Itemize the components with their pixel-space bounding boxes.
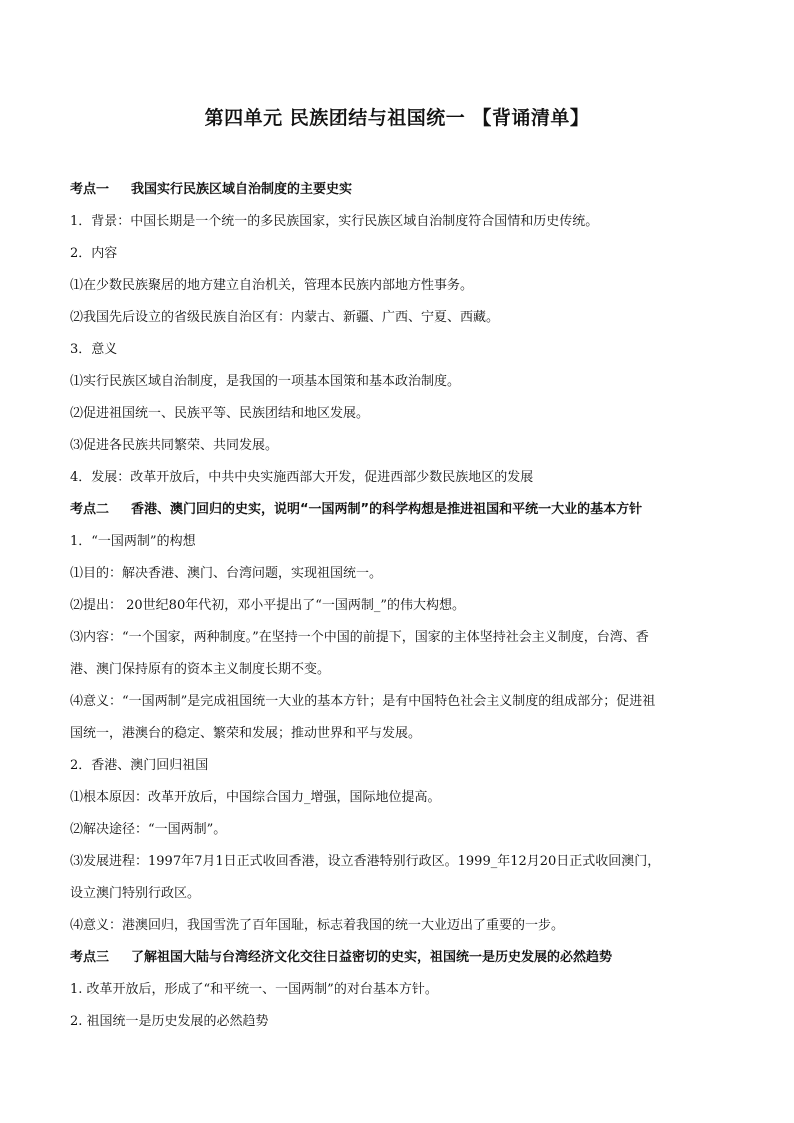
section-heading-3 [70, 942, 730, 974]
paragraph-line: ⑶促进各民族共同繁荣、共同发展。 [70, 438, 279, 453]
paragraph-line: ⑷意义：“一国两制”是完成祖国统一大业的基本方针；是有中国特色社会主义制度的组成部分；促进祖 [70, 694, 656, 709]
section-label: 考点二 [70, 502, 110, 517]
paragraph-line: 4．发展：改革开放后，中共中央实施西部大开发，促进西部少数民族地区的发展 [70, 470, 534, 485]
document-title: 第四单元 民族团结与祖国统一 【背诵清单】 [204, 107, 590, 129]
paragraph-line: ⑴根本原因：改革开放后，中国综合国力_增强，国际地位提高。 [70, 790, 441, 805]
paragraph-line: ⑶内容：“一个国家，两种制度。”在坚持一个中国的前提下，国家的主体坚持社会主义制度，台湾、香 [70, 630, 649, 645]
paragraph-line: 1．背景：中国长期是一个统一的多民族国家，实行民族区域自治制度符合国情和历史传统。 [70, 214, 599, 229]
section-topic: 香港、澳门回归的史实，说明“一国两制”的科学构想是推进祖国和平统一大业的基本方针 [131, 502, 643, 517]
paragraph-line: ⑴实行民族区域自治制度，是我国的一项基本国策和基本政治制度。 [70, 374, 461, 389]
paragraph-line: ⑴目的：解决香港、澳门、台湾问题，实现祖国统一。 [70, 566, 383, 581]
paragraph-line: 1. 改革开放后，形成了“和平统一、一国两制”的对台基本方针。 [70, 982, 438, 997]
section-topic: 了解祖国大陆与台湾经济文化交往日益密切的史实，祖国统一是历史发展的必然趋势 [131, 950, 613, 965]
paragraph-line: 国统一，港澳台的稳定、繁荣和发展；推动世界和平与发展。 [70, 726, 422, 741]
paragraph-line: 3．意义 [70, 342, 118, 357]
paragraph-line: ⑷意义：港澳回归，我国雪洗了百年国耻，标志着我国的统一大业迈出了重要的一步。 [70, 918, 565, 933]
paragraph-line: ⑶发展进程：1997年7月1日正式收回香港，设立香港特别行政区。1999_年12月20日正式收回澳门， [70, 854, 661, 869]
paragraph-line: 港、澳门保持原有的资本主义制度长期不变。 [70, 662, 331, 677]
paragraph-line: 2. 祖国统一是历史发展的必然趋势 [70, 1014, 269, 1029]
section-heading-1 [70, 174, 730, 206]
paragraph-line: ⑵促进祖国统一、民族平等、民族团结和地区发展。 [70, 406, 370, 421]
paragraph-line: 设立澳门特别行政区。 [70, 886, 201, 901]
section-label: 考点三 [70, 950, 110, 965]
paragraph-line: ⑴在少数民族聚居的地方建立自治机关，管理本民族内部地方性事务。 [70, 278, 474, 293]
paragraph-line: ⑵我国先后设立的省级民族自治区有：内蒙古、新疆、广西、宁夏、西藏。 [70, 310, 500, 325]
paragraph-line: ⑵提出： 20世纪80年代初，邓小平提出了“一国两制_”的伟大构想。 [70, 598, 466, 613]
paragraph-line: 2．内容 [70, 246, 118, 261]
section-topic: 我国实行民族区域自治制度的主要史实 [131, 182, 353, 197]
paragraph-line: ⑵解决途径：“一国两制”。 [70, 822, 227, 837]
document-body [70, 174, 730, 1038]
section-heading-2 [70, 494, 730, 526]
section-label: 考点一 [70, 182, 110, 197]
paragraph-line: 2．香港、澳门回归祖国 [70, 758, 209, 773]
paragraph-line: 1．“一国两制”的构想 [70, 534, 196, 549]
